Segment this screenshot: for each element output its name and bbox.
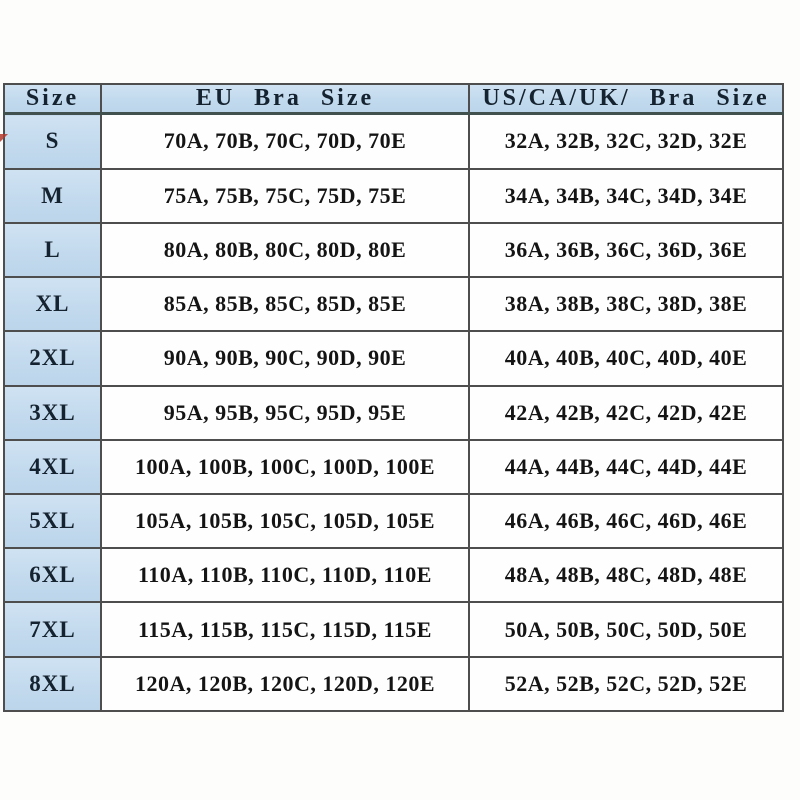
size-label: 8XL <box>4 657 101 711</box>
us-sizes: 50A, 50B, 50C, 50D, 50E <box>469 602 783 656</box>
eu-sizes: 110A, 110B, 110C, 110D, 110E <box>101 548 469 602</box>
table-row <box>4 440 783 494</box>
eu-sizes: 115A, 115B, 115C, 115D, 115E <box>101 602 469 656</box>
size-chart-table <box>3 83 784 712</box>
size-label: 3XL <box>4 386 101 440</box>
size-label: L <box>4 223 101 277</box>
table-row <box>4 114 783 169</box>
size-label: 5XL <box>4 494 101 548</box>
column-header-eu-bra-size: EU Bra Size <box>101 84 469 114</box>
table-row <box>4 223 783 277</box>
eu-sizes: 75A, 75B, 75C, 75D, 75E <box>101 169 469 223</box>
us-sizes: 36A, 36B, 36C, 36D, 36E <box>469 223 783 277</box>
header-row <box>4 84 783 114</box>
table-row <box>4 602 783 656</box>
size-label: 2XL <box>4 331 101 385</box>
table-row <box>4 494 783 548</box>
us-sizes: 32A, 32B, 32C, 32D, 32E <box>469 114 783 169</box>
eu-sizes: 95A, 95B, 95C, 95D, 95E <box>101 386 469 440</box>
table-row <box>4 657 783 711</box>
size-label: M <box>4 169 101 223</box>
us-sizes: 34A, 34B, 34C, 34D, 34E <box>469 169 783 223</box>
us-sizes: 42A, 42B, 42C, 42D, 42E <box>469 386 783 440</box>
us-sizes: 40A, 40B, 40C, 40D, 40E <box>469 331 783 385</box>
red-corner-artifact-icon <box>0 134 8 142</box>
column-header-us-ca-uk-bra-size: US/CA/UK/ Bra Size <box>469 84 783 114</box>
size-label: 6XL <box>4 548 101 602</box>
size-label: 4XL <box>4 440 101 494</box>
eu-sizes: 70A, 70B, 70C, 70D, 70E <box>101 114 469 169</box>
size-chart <box>3 83 784 712</box>
table-row <box>4 277 783 331</box>
eu-sizes: 85A, 85B, 85C, 85D, 85E <box>101 277 469 331</box>
size-label: S <box>4 114 101 169</box>
size-label: 7XL <box>4 602 101 656</box>
eu-sizes: 120A, 120B, 120C, 120D, 120E <box>101 657 469 711</box>
table-row <box>4 548 783 602</box>
column-header-size: Size <box>4 84 101 114</box>
size-label: XL <box>4 277 101 331</box>
table-row <box>4 331 783 385</box>
us-sizes: 44A, 44B, 44C, 44D, 44E <box>469 440 783 494</box>
us-sizes: 52A, 52B, 52C, 52D, 52E <box>469 657 783 711</box>
eu-sizes: 105A, 105B, 105C, 105D, 105E <box>101 494 469 548</box>
us-sizes: 38A, 38B, 38C, 38D, 38E <box>469 277 783 331</box>
us-sizes: 48A, 48B, 48C, 48D, 48E <box>469 548 783 602</box>
table-row <box>4 386 783 440</box>
us-sizes: 46A, 46B, 46C, 46D, 46E <box>469 494 783 548</box>
eu-sizes: 90A, 90B, 90C, 90D, 90E <box>101 331 469 385</box>
eu-sizes: 100A, 100B, 100C, 100D, 100E <box>101 440 469 494</box>
table-row <box>4 169 783 223</box>
eu-sizes: 80A, 80B, 80C, 80D, 80E <box>101 223 469 277</box>
